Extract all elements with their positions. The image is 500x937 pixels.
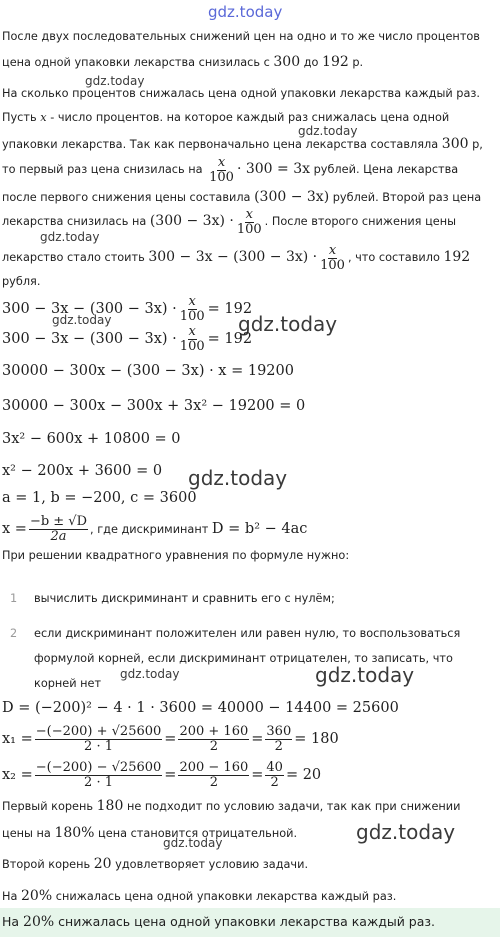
fraction: $\frac{-(-200) + √25600}{2 \cdot 1}$ [35, 723, 162, 754]
solution-line: рубля. [2, 275, 41, 288]
watermark: gdz.today [315, 663, 415, 687]
list-item-cont: корней нет [34, 677, 102, 690]
fraction: $\frac{x}{100}$ [236, 206, 262, 237]
problem-question: На сколько процентов снижалась цена одной упаковки лекарства каждый раз. [2, 87, 480, 100]
problem-line: После двух последовательных снижений цен на одно и то же число процентов [2, 30, 480, 43]
problem-line: цена одной упаковки лекарства снизилась с 300 до 192 р. [2, 54, 364, 70]
watermark: gdz.today [85, 74, 145, 88]
discriminant: D = (−200)² − 4 · 1 · 3600 = 40000 − 14400 = 25600 [2, 700, 399, 716]
list-item-cont: формулой корней, если дискриминант отрицателен, то записать, что [34, 652, 453, 665]
solution-line: лекарства снизилась на (300 − 3x) · $\frac{x}{100}$ . После второго снижения цены [2, 206, 457, 237]
solution-line: лекарство стало стоить 300 − 3x − (300 − 3x) · $\frac{x}{100}$ , что составило 192 [2, 242, 471, 273]
answer-text: На 20% снижалась цена одной упаковки лекарства каждый раз. [2, 914, 436, 930]
conclusion-line: цены на 180% цена становится отрицательной. [2, 825, 298, 841]
root-x2: x₂ = $\frac{-(-200) - √25600}{2 \cdot 1}$ = $\frac{200 - 160}{2}$ = $\frac{40}{2}$ = 20 [2, 759, 322, 790]
solution-line: то первый раз цена снизилась на $\frac{x}{100}$ · 300 = 3x рублей. Цена лекарства [2, 154, 459, 185]
equation: x² − 200x + 3600 = 0 [2, 463, 163, 479]
conclusion-line: Второй корень 20 удовлетворяет условию задачи. [2, 856, 309, 872]
fraction: $\frac{200 + 160}{2}$ [179, 723, 249, 754]
watermark: gdz.today [238, 312, 338, 336]
conclusion-line: На 20% снижалась цена одной упаковки лекарства каждый раз. [2, 888, 397, 904]
solution-line: Пусть x - число процентов. на которое каждый раз снижалась цена одной [2, 111, 450, 124]
fraction: $\frac{x}{100}$ [179, 323, 205, 354]
fraction: $\frac{x}{100}$ [209, 154, 234, 185]
watermark: gdz.today [40, 230, 100, 244]
list-item: 2 если дискриминант положителен или равен нулю, то воспользоваться [10, 627, 461, 640]
watermark: gdz.today [52, 313, 112, 327]
equation: x = $\frac{-b \pm √D}{2a}$ , где дискриминант D = b² − 4ac [2, 513, 308, 544]
watermark: gdz.today [356, 820, 456, 844]
equation: 3x² − 600x + 10800 = 0 [2, 431, 181, 447]
fraction: $\frac{-(-200) - √25600}{2 \cdot 1}$ [35, 759, 162, 790]
root-x1: x₁ = $\frac{-(-200) + √25600}{2 \cdot 1}$ = $\frac{200 + 160}{2}$ = $\frac{360}{2}$ = 180 [2, 723, 339, 754]
equation: 30000 − 300x − 300x + 3x² − 19200 = 0 [2, 398, 306, 414]
conclusion-line: Первый корень 180 не подходит по условию задачи, так как при снижении [2, 798, 461, 814]
list-item: 1 вычислить дискриминант и сравнить его с нулём; [10, 592, 335, 605]
equation: a = 1, b = −200, c = 3600 [2, 490, 197, 506]
watermark: gdz.today [188, 466, 288, 490]
fraction: $\frac{360}{2}$ [266, 723, 292, 754]
watermark: gdz.today [120, 667, 180, 681]
fraction: $\frac{40}{2}$ [266, 759, 283, 790]
fraction: $\frac{200 - 160}{2}$ [179, 759, 249, 790]
watermark-top: gdz.today [208, 3, 283, 21]
answer-box [0, 908, 500, 937]
fraction: $\frac{x}{100}$ [179, 293, 205, 324]
rule-intro: При решении квадратного уравнения по формуле нужно: [2, 549, 350, 562]
fraction: $\frac{x}{100}$ [320, 242, 345, 273]
watermark: gdz.today [298, 124, 358, 138]
equation: 30000 − 300x − (300 − 3x) · x = 19200 [2, 363, 294, 379]
fraction: $\frac{-b \pm √D}{2a}$ [29, 513, 88, 544]
equation: 300 − 3x − (300 − 3x) · $\frac{x}{100}$ = 192 [2, 293, 253, 324]
solution-line: после первого снижения цены составила (300 − 3x) рублей. Второй раз цена [2, 189, 482, 205]
equation: 300 − 3x − (300 − 3x) · $\frac{x}{100}$ = 192 [2, 323, 253, 354]
watermark: gdz.today [163, 836, 223, 850]
solution-line: упаковки лекарства. Так как первоначально цена лекарства составляла 300 р, [2, 136, 483, 152]
